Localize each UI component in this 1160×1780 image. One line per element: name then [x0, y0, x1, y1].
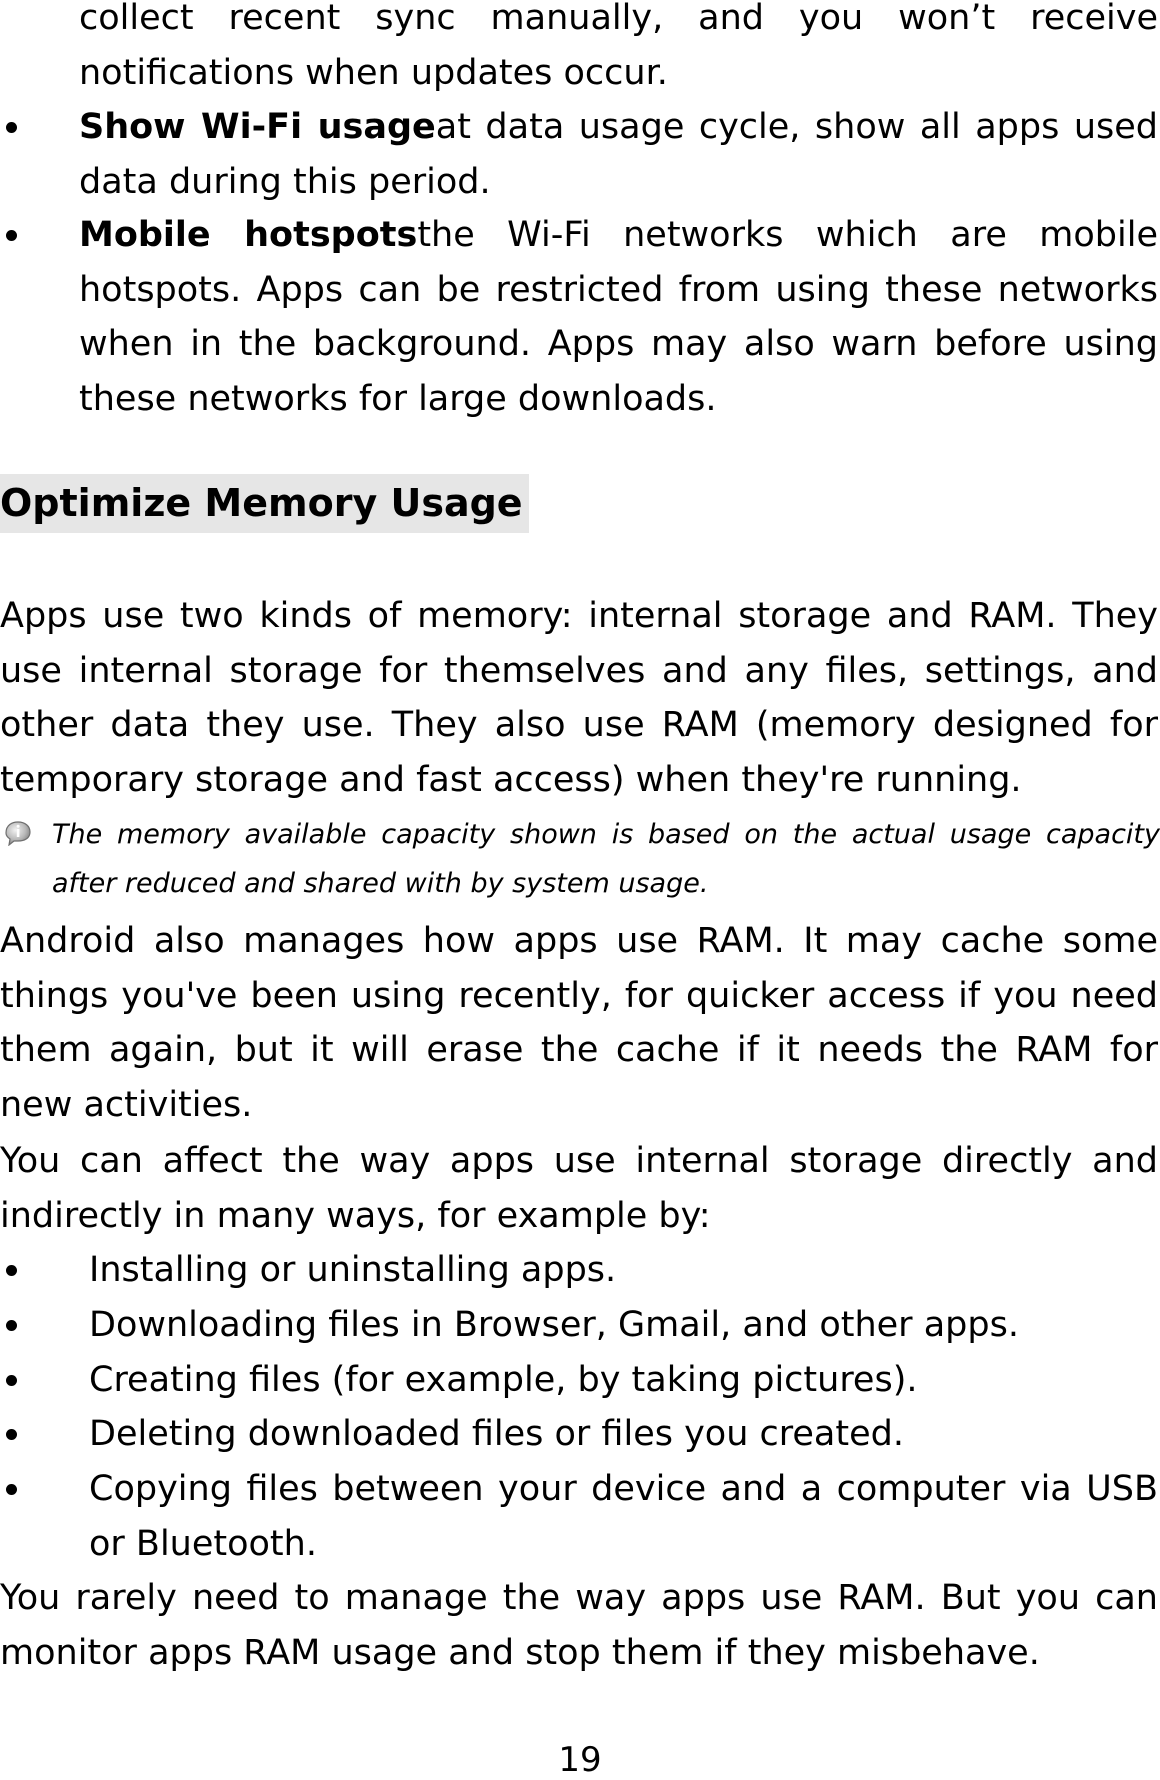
bullet-description: at data usage cycle, show all apps used data during this period.: [79, 107, 1158, 202]
intro-paragraph: [0, 0, 1160, 100]
bullet-dot: [0, 1298, 79, 1352]
list-item: [0, 1462, 1160, 1571]
note-block: [0, 810, 1160, 908]
list-item-text: Creating files (for example, by taking pictures).: [89, 1360, 918, 1400]
bullet-text: [0, 208, 1160, 426]
list-item-text: Copying files between your device and a computer via USB or Bluetooth.: [89, 1469, 1158, 1564]
section-heading: Optimize Memory Usage: [0, 474, 529, 533]
list-item-text: Installing or uninstalling apps.: [89, 1250, 617, 1290]
paragraph-text: You can affect the way apps use internal storage directly and indirectly in many ways, for example by:: [0, 1141, 1158, 1236]
bullet-description: the Wi-Fi networks which are mobile hotspots. Apps can be restricted from using these networks when in the background. Apps may also warn before using these networks for large downloads.: [79, 215, 1158, 419]
bullet-dot: [0, 208, 79, 262]
intro-line-2: notifications when updates occur.: [79, 52, 668, 93]
bullet-dot: [0, 1462, 79, 1516]
paragraph-ram-monitor: [0, 1571, 1160, 1680]
paragraph-storage-ways: [0, 1134, 1160, 1243]
bullet-dot: [0, 1407, 79, 1461]
bullet-term: Mobile hotspots: [79, 215, 418, 255]
paragraph-memory-kinds: [0, 589, 1160, 807]
list-item: [0, 1298, 1160, 1353]
list-item-text: Downloading files in Browser, Gmail, and other apps.: [89, 1305, 1019, 1345]
list-item: [0, 1353, 1160, 1408]
bullet-item: [0, 100, 1160, 209]
list-item-text: Deleting downloaded files or files you created.: [89, 1414, 904, 1454]
note-text: The memory available capacity shown is based on the actual usage capacity after reduced and shared with by system usage.: [52, 819, 1160, 899]
paragraph-ram-cache: [0, 914, 1160, 1132]
list-item: [0, 1243, 1160, 1298]
bullet-term: Show Wi-Fi usage: [79, 107, 436, 147]
list-item: [0, 1407, 1160, 1462]
paragraph-text: Android also manages how apps use RAM. It may cache some things you've been using recently, for quicker access if you need them again, but it will erase the cache if it needs the RAM for new activities.: [0, 921, 1158, 1125]
page-number: 19: [558, 1740, 602, 1780]
bullet-text: [0, 100, 1160, 209]
bullet-dot: [0, 1243, 79, 1297]
paragraph-text: Apps use two kinds of memory: internal storage and RAM. They use internal storage for themselves and any files, settings, and other data they use. They also use RAM (memory designed for temporary storage and fast access) when they're running.: [0, 596, 1158, 800]
bullet-dot: [0, 1353, 79, 1407]
intro-line-1: collect recent sync manually, and you won’t receive: [79, 0, 1158, 38]
paragraph-text: You rarely need to manage the way apps use RAM. But you can monitor apps RAM usage and stop them if they misbehave.: [0, 1578, 1158, 1673]
bullet-item: [0, 208, 1160, 426]
info-note-icon: [3, 820, 33, 846]
bullet-dot: [0, 100, 79, 154]
